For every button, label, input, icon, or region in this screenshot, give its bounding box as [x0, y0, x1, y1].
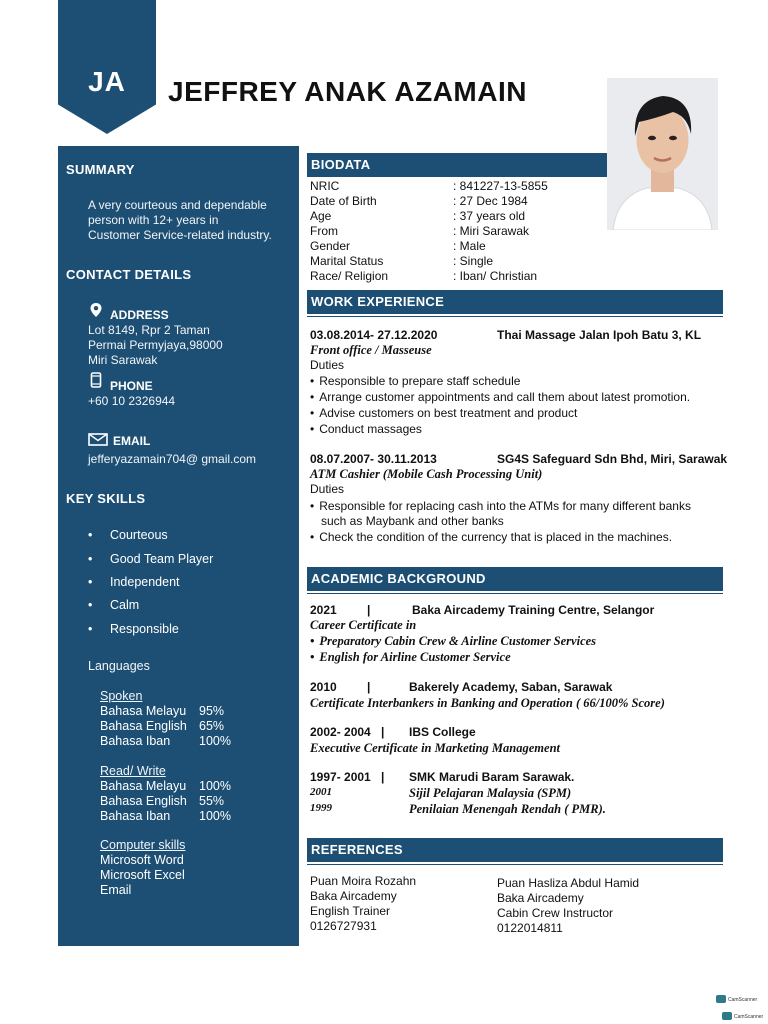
education-year: 2021: [310, 603, 337, 617]
biodata-value: : Male: [453, 239, 486, 253]
readwrite-language-row: Bahasa Iban 100%: [100, 809, 231, 823]
job-role: Front office / Masseuse: [310, 343, 432, 357]
sidebar: SUMMARY A very courteous and dependable person with 12+ years in Customer Service-related industry. CONTACT DETAILS ADDRESS Lot 8149, Rpr 2 Taman Permai Permyjaya,98000 Miri Sarawak PHONE +60 10 2326944 EMAIL jefferyazamain704@ gmail.com KEY SKILLS Courteous Good Team Player Independent Calm Responsible Languages Spoken Bahasa Melayu 95% Bahasa English 65% Bahasa Iban 100% Read/ Write Bahasa Melayu 100% Bahasa English 55% Bahasa Iban 100% Computer skills Microsoft Word Microsoft Excel Email: [58, 146, 299, 946]
duties-label: Duties: [310, 358, 345, 372]
job-role: ATM Cashier (Mobile Cash Processing Unit): [310, 467, 543, 481]
references-heading: REFERENCES: [307, 838, 723, 862]
job-company: SG4S Safeguard Sdn Bhd, Miri, Sarawak: [497, 452, 728, 466]
job-company: Thai Massage Jalan Ipoh Batu 3, KL: [497, 328, 702, 342]
readwrite-language-row: Bahasa Melayu 100%: [100, 779, 231, 793]
email-icon: [88, 431, 108, 447]
computer-skill-item: Email: [100, 883, 132, 897]
contact-heading: CONTACT DETAILS: [66, 267, 192, 282]
education-separator: |: [367, 680, 371, 694]
exam-year: 1999: [310, 802, 332, 814]
biodata-heading: BIODATA: [307, 153, 607, 177]
duty-item: • Conduct massages: [310, 422, 422, 436]
section-divider: [307, 864, 723, 865]
exam-year: 2001: [310, 786, 332, 798]
reference-name: Puan Moira Rozahn: [310, 874, 417, 888]
camscanner-logo-icon: [716, 995, 726, 1003]
portrait-image: [607, 78, 718, 230]
languages-heading: Languages: [88, 659, 150, 673]
skills-heading: KEY SKILLS: [66, 491, 146, 506]
reference-role: English Trainer: [310, 904, 391, 918]
duty-item-continued: such as Maybank and other banks: [321, 514, 504, 528]
biodata-value: : Single: [453, 254, 494, 268]
biodata-value: : 27 Dec 1984: [453, 194, 528, 208]
full-name: JEFFREY ANAK AZAMAIN: [168, 76, 527, 107]
education-year: 2010: [310, 680, 337, 694]
education-separator: |: [381, 725, 385, 739]
education-school: SMK Marudi Baram Sarawak.: [409, 770, 575, 784]
summary-heading: SUMMARY: [66, 162, 135, 177]
phone-label: PHONE: [110, 379, 153, 393]
education-course: • Preparatory Cabin Crew & Airline Customer Services: [310, 634, 596, 649]
spoken-heading: Spoken: [100, 689, 143, 703]
education-school: Bakerely Academy, Saban, Sarawak: [409, 680, 613, 694]
reference-phone: 0126727931: [310, 919, 377, 933]
education-school: IBS College: [409, 725, 476, 739]
section-divider: [307, 316, 723, 317]
duty-item: • Advise customers on best treatment and product: [310, 406, 577, 420]
camscanner-label: CamScanner: [734, 1014, 764, 1020]
summary-text: A very courteous and dependable person with 12+ years in Customer Service-related industry.: [88, 198, 272, 242]
exam-name: Penilaian Menengah Rendah ( PMR).: [409, 802, 606, 816]
section-divider: [307, 593, 723, 594]
duty-item: • Arrange customer appointments and call them about latest promotion.: [310, 390, 690, 404]
email-label: EMAIL: [113, 434, 151, 448]
profile-photo: [607, 78, 718, 230]
biodata-value: : Miri Sarawak: [453, 224, 530, 238]
duty-item: • Responsible to prepare staff schedule: [310, 374, 520, 388]
academic-heading: ACADEMIC BACKGROUND: [307, 567, 723, 591]
spoken-language-row: Bahasa Melayu 95%: [100, 704, 225, 718]
job-dates: 08.07.2007- 30.11.2013: [310, 452, 437, 466]
education-detail: Career Certificate in: [310, 618, 417, 632]
address-text: Lot 8149, Rpr 2 Taman Permai Permyjaya,98000 Miri Sarawak: [88, 323, 223, 367]
biodata-label: Age: [310, 209, 332, 223]
email-address: jefferyazamain704@ gmail.com: [88, 452, 257, 466]
duties-label: Duties: [310, 482, 345, 496]
readwrite-heading: Read/ Write: [100, 764, 166, 778]
duty-item: • Responsible for replacing cash into the ATMs for many different banks: [310, 499, 691, 513]
reference-name: Puan Hasliza Abdul Hamid: [497, 876, 640, 890]
education-detail: Certificate Interbankers in Banking and Operation ( 66/100% Score): [310, 696, 665, 710]
computer-skills-heading: Computer skills: [100, 838, 186, 852]
education-separator: |: [367, 603, 371, 617]
reference-phone: 0122014811: [497, 921, 563, 935]
work-experience-heading: WORK EXPERIENCE: [307, 290, 723, 314]
reference-org: Baka Aircademy: [497, 891, 584, 905]
spoken-language-row: Bahasa English 65%: [100, 719, 225, 733]
camscanner-logo-icon: [722, 1012, 732, 1020]
spoken-language-row: Bahasa Iban 100%: [100, 734, 231, 748]
biodata-label: Date of Birth: [310, 194, 377, 208]
reference-role: Cabin Crew Instructor: [497, 906, 614, 920]
initials: JA: [88, 66, 126, 97]
education-school: Baka Aircademy Training Centre, Selangor: [412, 603, 655, 617]
computer-skill-item: Microsoft Excel: [100, 868, 185, 882]
biodata-label: Gender: [310, 239, 351, 253]
camscanner-label: CamScanner: [728, 997, 758, 1003]
education-separator: |: [381, 770, 385, 784]
biodata-value: : 37 years old: [453, 209, 526, 223]
education-year: 1997- 2001: [310, 770, 371, 784]
education-year: 2002- 2004: [310, 725, 371, 739]
phone-number: +60 10 2326944: [88, 394, 176, 408]
biodata-label: NRIC: [310, 179, 340, 193]
address-label: ADDRESS: [110, 308, 169, 322]
reference-org: Baka Aircademy: [310, 889, 397, 903]
readwrite-language-row: Bahasa English 55%: [100, 794, 225, 808]
biodata-label: Race/ Religion: [310, 269, 389, 283]
duty-item: • Check the condition of the currency that is placed in the machines.: [310, 530, 672, 544]
location-pin-icon: [88, 302, 104, 318]
biodata-value: : Iban/ Christian: [453, 269, 538, 283]
job-dates: 03.08.2014- 27.12.2020: [310, 328, 438, 342]
education-course: • English for Airline Customer Service: [310, 650, 511, 665]
biodata-value: : 841227-13-5855: [453, 179, 548, 193]
education-detail: Executive Certificate in Marketing Management: [310, 741, 560, 755]
computer-skill-item: Microsoft Word: [100, 853, 184, 867]
biodata-label: Marital Status: [310, 254, 384, 268]
phone-icon: [88, 372, 104, 388]
biodata-label: From: [310, 224, 338, 238]
exam-name: Sijil Pelajaran Malaysia (SPM): [409, 786, 572, 800]
